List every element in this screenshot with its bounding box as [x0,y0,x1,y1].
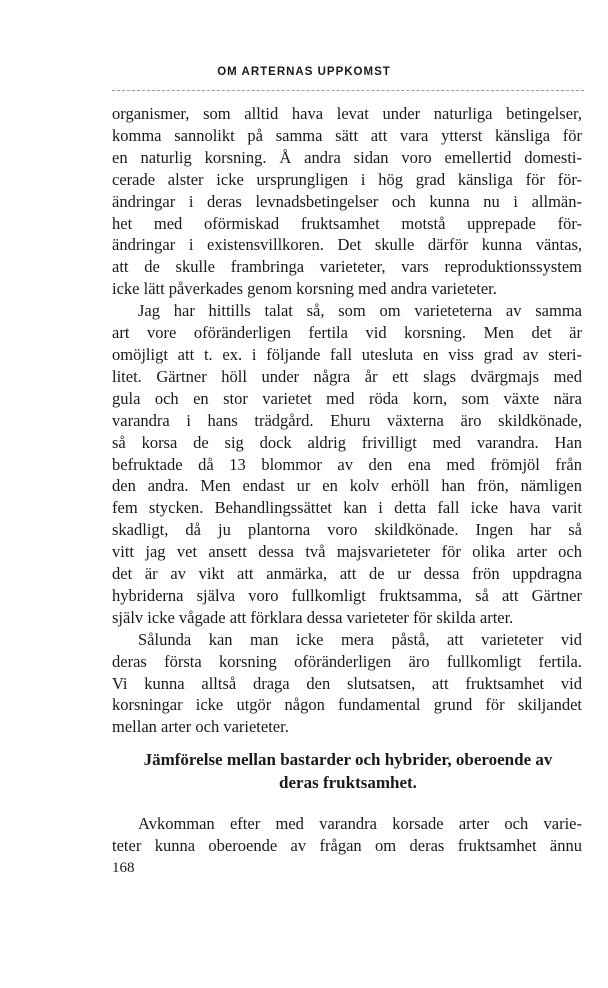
text-line: omöjligt att t. ex. i följande fall utesluta en viss grad av steri- [112,344,582,364]
text-line: mellan arter och varieteter. [112,717,289,737]
text-line: teter kunna oberoende av frågan om deras fruktsamhet ännu [112,836,582,855]
text-line: icke lätt påverkades genom korsning med andra varieteter. [112,279,497,299]
text-line: Sålunda kan man icke mera påstå, att varieteter vid [138,629,582,649]
text-line: korsningar icke utgör någon fundamental grund för skiljandet [112,695,582,715]
text-line: själv icke vågade att förklara dessa varieteter för skilda arter. [112,607,514,627]
text-line: Jag har hittills talat så, som om varieteterna av samma [138,301,582,321]
section-heading-line: deras fruktsamhet. [279,773,417,792]
text-line: att de skulle frambringa varieteter, vars reproduktionssystem [112,257,582,277]
text-line: Vi kunna alltså draga den slutsatsen, att fruktsamhet vid [112,673,582,693]
page-number: 168 [112,860,135,876]
text-line: art vore oföränderligen fertila vid korsning. Men det är [112,323,582,343]
text-line: det är av vikt att anmärka, att de ur dessa frön uppdragna [112,564,582,584]
section-heading [112,748,584,794]
section-heading-line: Jämförelse mellan bastarder och hybrider, oberoende av [143,750,553,769]
text-line: vitt jag vet ansett dessa två majsvarieteter för olika arter och [112,542,582,562]
text-line: befruktade då 13 blommor av den ena med frömjöl från [112,454,582,474]
text-line: skadligt, då ju plantorna voro skildkönade. Ingen har så [112,520,582,540]
text-line: varandra i hans trädgård. Ehuru växterna äro skildkönade, [112,410,582,430]
text-line: så korsa de sig dock aldrig frivilligt med varandra. Han [112,432,582,452]
text-line: en naturlig korsning. Å andra sidan voro emellertid domesti- [112,147,582,167]
text-line: deras första korsning oföränderligen äro fullkomligt fertila. [112,651,582,671]
text-line: Avkomman efter med varandra korsade arter och varie- [138,814,582,833]
header-rule [112,90,584,91]
text-line: ändringar i deras levnadsbetingelser och kunna nu i allmän- [112,191,582,211]
text-line: cerade alster icke ursprungligen i hög grad känsliga för för- [112,169,582,189]
text-line: den andra. Men endast ur en kolv erhöll han frön, nämligen [112,476,582,496]
running-head: OM ARTERNAS UPPKOMST [217,66,391,78]
text-line: het med oförmiskad fruktsamhet motstå upprepade för- [112,213,582,233]
text-line: hybriderna själva voro fullkomligt fruktsamma, så att Gärtner [112,585,582,605]
section-text [112,813,582,857]
text-line: ändringar i existensvillkoren. Det skulle därför kunna väntas, [112,235,582,255]
body-text [112,103,582,738]
text-line: gula och en stor varietet med röda korn, som växte nära [112,388,582,408]
text-line: organismer, som alltid hava levat under naturliga betingelser, [112,104,582,123]
text-line: litet. Gärtner höll under några år ett slags dvärgmajs med [112,366,582,386]
text-line: komma sannolikt på samma sätt att vara ytterst känsliga för [112,125,582,145]
text-line: fem stycken. Behandlingssättet kan i detta fall icke hava varit [112,498,582,518]
